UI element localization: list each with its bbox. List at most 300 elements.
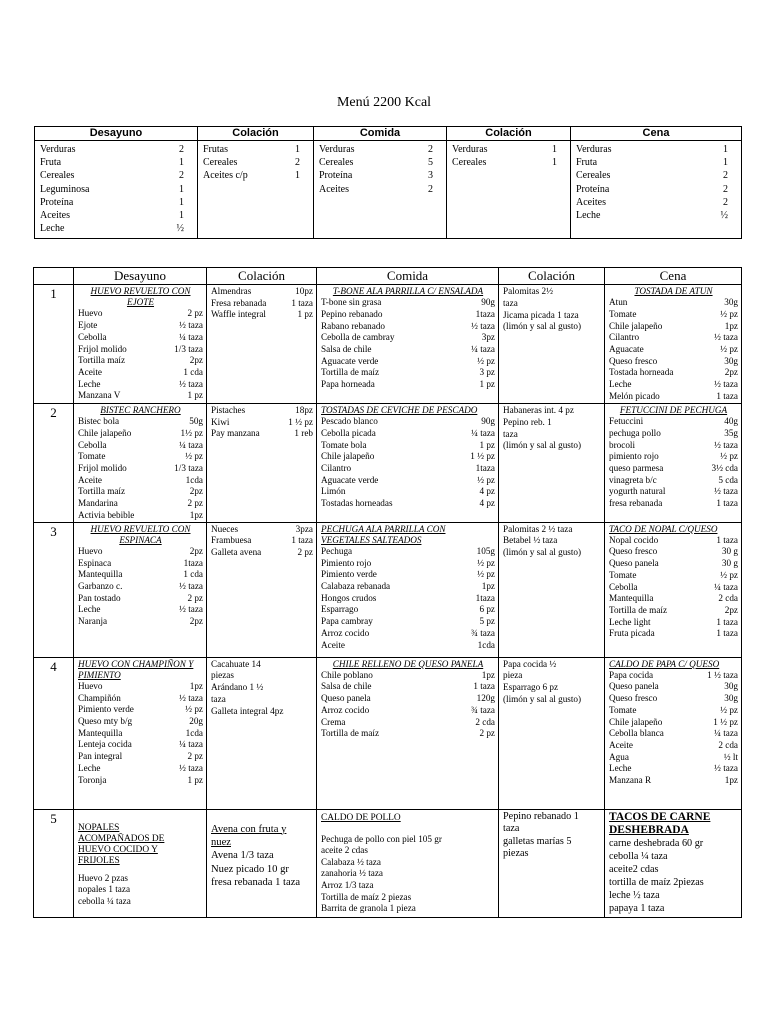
ingredient-list (78, 681, 203, 786)
ingredient-row (321, 440, 495, 452)
dish-title: T-BONE ALA PARRILLA C/ ENSALADA (332, 286, 484, 296)
day-5-colacion-2 (499, 809, 605, 917)
ingredient-row (609, 582, 738, 594)
summary-header-colacion-2: Colación (447, 127, 571, 141)
ingredient-row (78, 775, 203, 787)
ingredient-name: Chile jalapeño (78, 427, 132, 438)
ingredient-name: Frijol molido (78, 463, 127, 474)
ingredient-name: Huevo (78, 308, 103, 319)
menu-header-colacion-2: Colación (499, 268, 605, 285)
food-group: Fruta (576, 157, 598, 169)
day-number: 2 (34, 404, 74, 523)
dish-title: Avena con fruta y nuez (211, 823, 287, 848)
ingredient-row (609, 740, 738, 752)
ingredient-name: Tomate bola (321, 439, 367, 450)
ingredient-name: Salsa de chile (321, 344, 372, 355)
ingredient-row (609, 498, 738, 510)
summary-col-colacion-2 (447, 141, 571, 239)
ingredient-row (211, 286, 313, 298)
ingredient-name: Rabano rebanado (321, 320, 386, 331)
portion-row (40, 209, 194, 222)
ingredient-name: Calabaza rebanada (321, 581, 391, 592)
ingredient-row (78, 332, 203, 344)
portion-count: 2 (179, 170, 184, 182)
day-1-comida (317, 285, 499, 404)
portion-count: 2 (295, 157, 300, 169)
ingredient-name: Nueces (211, 523, 239, 534)
ingredient-quantity: 6 pz (479, 604, 495, 615)
ingredient-row (321, 681, 495, 693)
ingredient-name: Pan integral (78, 751, 123, 762)
ingredient-row (609, 416, 738, 428)
ingredient-quantity: ½ pz (720, 704, 738, 715)
ingredient-name: Lenteja cocida (78, 739, 132, 750)
ingredient-quantity: 4 pz (479, 498, 495, 509)
portion-row (40, 196, 194, 209)
day-3-comida (317, 522, 499, 657)
ingredient-row (78, 308, 203, 320)
ingredient-row (609, 546, 738, 558)
ingredient-row (609, 344, 738, 356)
ingredient-quantity: ½ taza (179, 378, 203, 389)
ingredient-name: Queso panela (609, 558, 659, 569)
ingredient-name: queso parmesa (609, 463, 664, 474)
food-group: Cereales (203, 157, 238, 169)
ingredient-row (609, 617, 738, 629)
ingredient-row (78, 616, 203, 628)
food-group: Leche (576, 210, 601, 222)
ingredient-quantity: 1 ½ pz (713, 716, 738, 727)
ingredient-quantity: ½ taza (179, 692, 203, 703)
ingredient-quantity: ¼ taza (179, 739, 203, 750)
ingredient-row (321, 581, 495, 593)
ingredient-quantity: 2pz (189, 616, 203, 627)
portion-count: 5 (428, 157, 433, 169)
ingredient-row (321, 344, 495, 356)
ingredient-quantity: 2pz (189, 486, 203, 497)
day-3-colacion-2 (499, 522, 605, 657)
ingredient-quantity: 2 cda (718, 739, 738, 750)
ingredient-row (609, 558, 738, 570)
ingredient-name: Aguacate verde (321, 355, 379, 366)
ingredient-row (321, 693, 495, 705)
ingredient-row (321, 546, 495, 558)
ingredient-quantity: 3½ cda (711, 463, 738, 474)
ingredient-name: vinagreta b/c (609, 474, 657, 485)
dish-title: HUEVO REVUELTO CON EJOTE (90, 286, 191, 308)
ingredient-list (609, 416, 738, 510)
ingredient-row (609, 763, 738, 775)
ingredient-row (609, 451, 738, 463)
portion-row (40, 156, 194, 169)
ingredient-name: Huevo (78, 680, 103, 691)
ingredient-name: pechuga pollo (609, 427, 661, 438)
ingredient-name: Papa horneada (321, 379, 375, 390)
ingredient-name: Atun (609, 297, 628, 308)
ingredient-quantity: 1/3 taza (174, 343, 203, 354)
ingredient-quantity: 30g (724, 693, 738, 704)
food-group: Leche (40, 223, 65, 235)
ingredient-quantity: 2pz (724, 604, 738, 615)
ingredient-name: Hongos crudos (321, 592, 377, 603)
ingredient-quantity: 1taza (183, 557, 203, 568)
ingredient-row (321, 321, 495, 333)
ingredient-row (211, 298, 313, 310)
ingredient-row (609, 428, 738, 440)
ingredient-row (78, 390, 203, 402)
ingredient-quantity: 1 reb (294, 428, 313, 439)
ingredient-quantity: 5 pz (479, 616, 495, 627)
day-1-desayuno (74, 285, 207, 404)
ingredient-quantity: ½ pz (720, 569, 738, 580)
ingredient-row (321, 498, 495, 510)
portion-count: 2 (428, 144, 433, 155)
menu-row-day-5 (34, 809, 742, 917)
ingredient-name: Mantequilla (78, 727, 123, 738)
ingredient-row (78, 751, 203, 763)
day-3-desayuno (74, 522, 207, 657)
ingredient-name: Esparrago (321, 604, 359, 615)
ingredient-row (321, 379, 495, 391)
ingredient-row (609, 367, 738, 379)
portion-row (576, 169, 738, 182)
ingredient-row (609, 379, 738, 391)
ingredient-quantity: 40g (724, 416, 738, 427)
ingredient-quantity: ½ pz (720, 451, 738, 462)
ingredient-quantity: 10pz (295, 286, 313, 296)
ingredient-name: Fruta picada (609, 628, 655, 639)
ingredient-quantity: 20g (189, 716, 203, 727)
ingredient-row (211, 405, 313, 417)
ingredient-row (321, 332, 495, 344)
ingredient-name: Cilantro (609, 332, 640, 343)
ingredient-row (321, 451, 495, 463)
ingredient-name: Manzana R (609, 775, 652, 786)
portion-row (203, 143, 310, 156)
ingredient-row (609, 681, 738, 693)
ingredient-name: Aguacate (609, 344, 644, 355)
ingredient-row (609, 356, 738, 368)
portion-count: 1 (179, 157, 184, 169)
portion-count: 1 (295, 144, 300, 155)
ingredient-row (211, 535, 313, 547)
ingredient-row (321, 309, 495, 321)
ingredient-quantity: 2pz (189, 355, 203, 366)
ingredient-row (609, 321, 738, 333)
ingredient-quantity: 2 pz (187, 308, 203, 319)
portion-count: 1 (179, 196, 184, 208)
portion-row (203, 169, 310, 182)
day-4-colacion-1 (207, 657, 317, 809)
ingredient-name: Cebolla de cambray (321, 332, 395, 343)
portion-count: 3 (428, 170, 433, 182)
ingredient-row (78, 498, 203, 510)
ingredient-quantity: 1pz (481, 581, 495, 592)
ingredient-quantity: 1pz (724, 775, 738, 786)
ingredient-name: Queso panela (321, 693, 371, 704)
ingredient-name: Frambuesa (211, 535, 252, 546)
ingredient-name: Tostada horneada (609, 367, 674, 378)
ingredient-quantity: ¼ taza (714, 728, 738, 739)
ingredient-quantity: 30g (724, 681, 738, 692)
portion-row (576, 209, 738, 222)
ingredient-quantity: 1cda (477, 639, 495, 650)
portion-count: ½ (720, 210, 728, 222)
ingredient-name: Leche (609, 379, 632, 390)
ingredient-quantity: 1 taza (291, 535, 313, 546)
portion-row (576, 196, 738, 209)
ingredient-name: Tomate (609, 704, 637, 715)
ingredient-quantity: 1 ½ pz (288, 416, 313, 427)
ingredient-row (211, 547, 313, 559)
ingredient-name: Tomate (78, 451, 106, 462)
ingredient-row (211, 428, 313, 440)
food-group: Aceites c/p (203, 170, 248, 182)
ingredient-quantity: ¼ taza (179, 439, 203, 450)
dish-title: CALDO DE POLLO (321, 812, 401, 823)
ingredient-list (321, 416, 495, 510)
ingredient-row (321, 558, 495, 570)
portion-row (452, 156, 567, 169)
ingredient-name: Cebolla (78, 331, 107, 342)
ingredient-name: Leche (609, 763, 632, 774)
ingredient-quantity: 4 pz (479, 486, 495, 497)
ingredient-list (609, 297, 738, 402)
ingredient-row (211, 524, 313, 536)
ingredient-name: Almendras (211, 286, 252, 296)
ingredient-row (609, 752, 738, 764)
ingredient-quantity: 1 pz (187, 774, 203, 785)
ingredient-row (609, 486, 738, 498)
ingredient-name: Aceite (321, 639, 345, 650)
ingredient-list (78, 416, 203, 521)
ingredient-quantity: 1 taza (716, 534, 738, 545)
ingredient-quantity: 1 ½ pz (470, 451, 495, 462)
ingredient-quantity: ½ taza (179, 762, 203, 773)
ingredient-name: Aguacate verde (321, 474, 379, 485)
ingredient-quantity: 1 pz (297, 309, 313, 320)
ingredient-name: Tomate (609, 308, 637, 319)
portion-count: ½ (176, 223, 184, 235)
ingredient-row (78, 451, 203, 463)
ingredient-quantity: 3 pz (479, 367, 495, 378)
day-number: 3 (34, 522, 74, 657)
food-group: Aceites (40, 210, 70, 222)
portion-count: 1 (179, 210, 184, 222)
food-group: Aceites (576, 196, 606, 208)
snack-text: Cacahuate 14 piezas Arándano 1 ½ taza Galleta integral 4pz (211, 658, 284, 716)
ingredient-row (609, 605, 738, 617)
day-number: 1 (34, 285, 74, 404)
ingredient-quantity: 1taza (475, 308, 495, 319)
dish-title: NOPALES ACOMPAÑADOS DE HUEVO COCIDO Y FRIJOLES (78, 822, 165, 866)
ingredient-row (609, 728, 738, 740)
ingredient-row (609, 475, 738, 487)
ingredient-name: Waffle integral (211, 309, 266, 320)
ingredient-list (321, 297, 495, 391)
day-1-colacion-2 (499, 285, 605, 404)
ingredient-quantity: 1taza (475, 463, 495, 474)
ingredient-name: Leche (78, 762, 101, 773)
dish-body: Pechuga de pollo con piel 105 gr aceite 2 cdas Calabaza ½ taza zanahoria ½ taza Arroz 1/3 taza Tortilla de maíz 2 piezas Barrita de granola 1 pieza (321, 833, 442, 914)
food-group: Verduras (319, 144, 355, 155)
ingredient-name: Queso fresco (609, 693, 658, 704)
dish-title: CALDO DE PAPA C/ QUESO (609, 658, 720, 669)
summary-header-colacion-1: Colación (198, 127, 314, 141)
ingredient-quantity: 2 pz (187, 498, 203, 509)
ingredient-quantity: 3pza (295, 523, 313, 534)
ingredient-name: Crema (321, 716, 346, 727)
ingredient-quantity: 2 cda (718, 593, 738, 604)
dish-title: TOSTADAS DE CEVICHE DE PESCADO (321, 405, 478, 415)
snack-text: Habaneras int. 4 pz Pepino reb. 1 taza (limón y sal al gusto) (503, 405, 582, 451)
day-5-desayuno (74, 809, 207, 917)
ingredient-row (78, 475, 203, 487)
ingredient-row (78, 510, 203, 522)
food-group: Verduras (40, 144, 76, 155)
day-2-desayuno (74, 404, 207, 523)
ingredient-row (609, 391, 738, 403)
dish-title: FETUCCINI DE PECHUGA (619, 405, 728, 415)
ingredient-list (609, 670, 738, 787)
ingredient-name: Champiñón (78, 692, 121, 703)
ingredient-quantity: 2pz (189, 545, 203, 556)
day-number: 5 (34, 809, 74, 917)
ingredient-name: Queso fresco (609, 546, 658, 557)
ingredient-row (321, 356, 495, 368)
ingredient-name: Aceite (78, 474, 102, 485)
ingredient-quantity: ¼ taza (179, 331, 203, 342)
ingredient-name: Mandarina (78, 498, 118, 509)
day-5-cena (605, 809, 742, 917)
food-group: Cereales (576, 170, 611, 182)
page-title: Menú 2200 Kcal (336, 95, 432, 110)
portion-row (40, 222, 194, 235)
ingredient-quantity: 1 taza (291, 297, 313, 308)
ingredient-quantity: ½ taza (714, 763, 738, 774)
ingredient-name: Leche (78, 604, 101, 615)
ingredient-name: Frijol molido (78, 343, 127, 354)
food-group: Aceites (319, 183, 349, 195)
portion-count: 1 (723, 157, 728, 169)
ingredient-row (78, 320, 203, 332)
ingredient-name: Nopal cocido (609, 534, 659, 545)
ingredient-name: Limón (321, 486, 346, 497)
menu-row-day-3 (34, 522, 742, 657)
ingredient-name: Leche (78, 378, 101, 389)
dish-title: PECHUGA ALA PARRILLA CON VEGETALES SALTEADOS (321, 523, 446, 545)
ingredient-row (78, 440, 203, 452)
summary-header-comida: Comida (314, 127, 447, 141)
ingredient-quantity: 3pz (481, 332, 495, 343)
ingredient-name: Cilantro (321, 463, 352, 474)
ingredient-row (321, 428, 495, 440)
dish-title: TACOS DE CARNE DESHEBRADA (609, 810, 711, 836)
ingredient-row (78, 681, 203, 693)
ingredient-name: Tortilla maíz (78, 355, 126, 366)
ingredient-row (321, 670, 495, 682)
ingredient-quantity: 2 pz (187, 592, 203, 603)
ingredient-row (609, 297, 738, 309)
ingredient-name: brocoli (609, 439, 636, 450)
portion-count: 2 (723, 183, 728, 195)
ingredient-name: Galleta avena (211, 546, 262, 557)
ingredient-row (78, 763, 203, 775)
ingredient-row (609, 570, 738, 582)
ingredient-quantity: 120g (476, 693, 495, 704)
day-4-colacion-2 (499, 657, 605, 809)
ingredient-name: Fresa rebanada (211, 297, 267, 308)
ingredient-quantity: 1½ pz (180, 427, 203, 438)
ingredient-quantity: 105g (476, 545, 495, 556)
ingredient-name: Salsa de chile (321, 681, 372, 692)
ingredient-name: T-bone sin grasa (321, 297, 382, 308)
ingredient-quantity: ½ pz (185, 704, 203, 715)
ingredient-quantity: ½ pz (477, 569, 495, 580)
ingredient-row (321, 593, 495, 605)
portion-row (319, 169, 443, 182)
ingredient-row (211, 417, 313, 429)
ingredient-name: Manzana V (78, 390, 121, 401)
ingredient-name: Ejote (78, 320, 98, 331)
ingredient-name: Mantequilla (609, 593, 654, 604)
ingredient-row (78, 704, 203, 716)
ingredient-name: Queso panela (609, 681, 659, 692)
ingredient-row (78, 604, 203, 616)
ingredient-row (609, 775, 738, 787)
ingredient-quantity: 1taza (475, 592, 495, 603)
ingredient-name: Papa cambray (321, 616, 373, 627)
food-group: Proteína (40, 196, 74, 208)
ingredient-row (78, 416, 203, 428)
dish-title: HUEVO CON CHAMPIÑON Y PIMIENTO (78, 658, 194, 680)
day-3-cena (605, 522, 742, 657)
portion-count: 2 (179, 144, 184, 155)
ingredient-name: Fetuccini (609, 416, 644, 427)
ingredient-name: Cebolla (609, 581, 638, 592)
ingredient-name: Papa cocida (609, 669, 654, 680)
food-group: Cereales (40, 170, 75, 182)
ingredient-name: Arroz cocido (321, 627, 370, 638)
ingredient-name: Pimiento verde (321, 569, 377, 580)
ingredient-quantity: ¾ taza (471, 704, 495, 715)
ingredient-list (321, 546, 495, 651)
ingredient-row (78, 569, 203, 581)
dish-title: HUEVO REVUELTO CON ESPINACA (90, 523, 191, 545)
portion-row (319, 183, 443, 196)
ingredient-quantity: ½ taza (471, 320, 495, 331)
ingredient-row (321, 475, 495, 487)
menu-row-day-1 (34, 285, 742, 404)
ingredient-name: Tortilla maíz (78, 486, 126, 497)
portion-row (576, 183, 738, 196)
ingredient-row (78, 581, 203, 593)
summary-col-cena (571, 141, 742, 239)
ingredient-quantity: 90g (481, 297, 495, 308)
ingredient-name: Garbanzo c. (78, 581, 123, 592)
ingredient-row (321, 486, 495, 498)
dish-body: Avena 1/3 taza Nuez picado 10 gr fresa rebanada 1 taza (211, 850, 301, 889)
ingredient-name: pimiento rojo (609, 451, 659, 462)
ingredient-name: Cebolla blanca (609, 728, 664, 739)
ingredient-name: Aceite (609, 739, 633, 750)
ingredient-quantity: ½ pz (185, 451, 203, 462)
ingredient-row (321, 604, 495, 616)
ingredient-name: Mantequilla (78, 569, 123, 580)
ingredient-name: Pimiento verde (78, 704, 134, 715)
ingredient-row (78, 558, 203, 570)
ingredient-quantity: 1/3 taza (174, 463, 203, 474)
